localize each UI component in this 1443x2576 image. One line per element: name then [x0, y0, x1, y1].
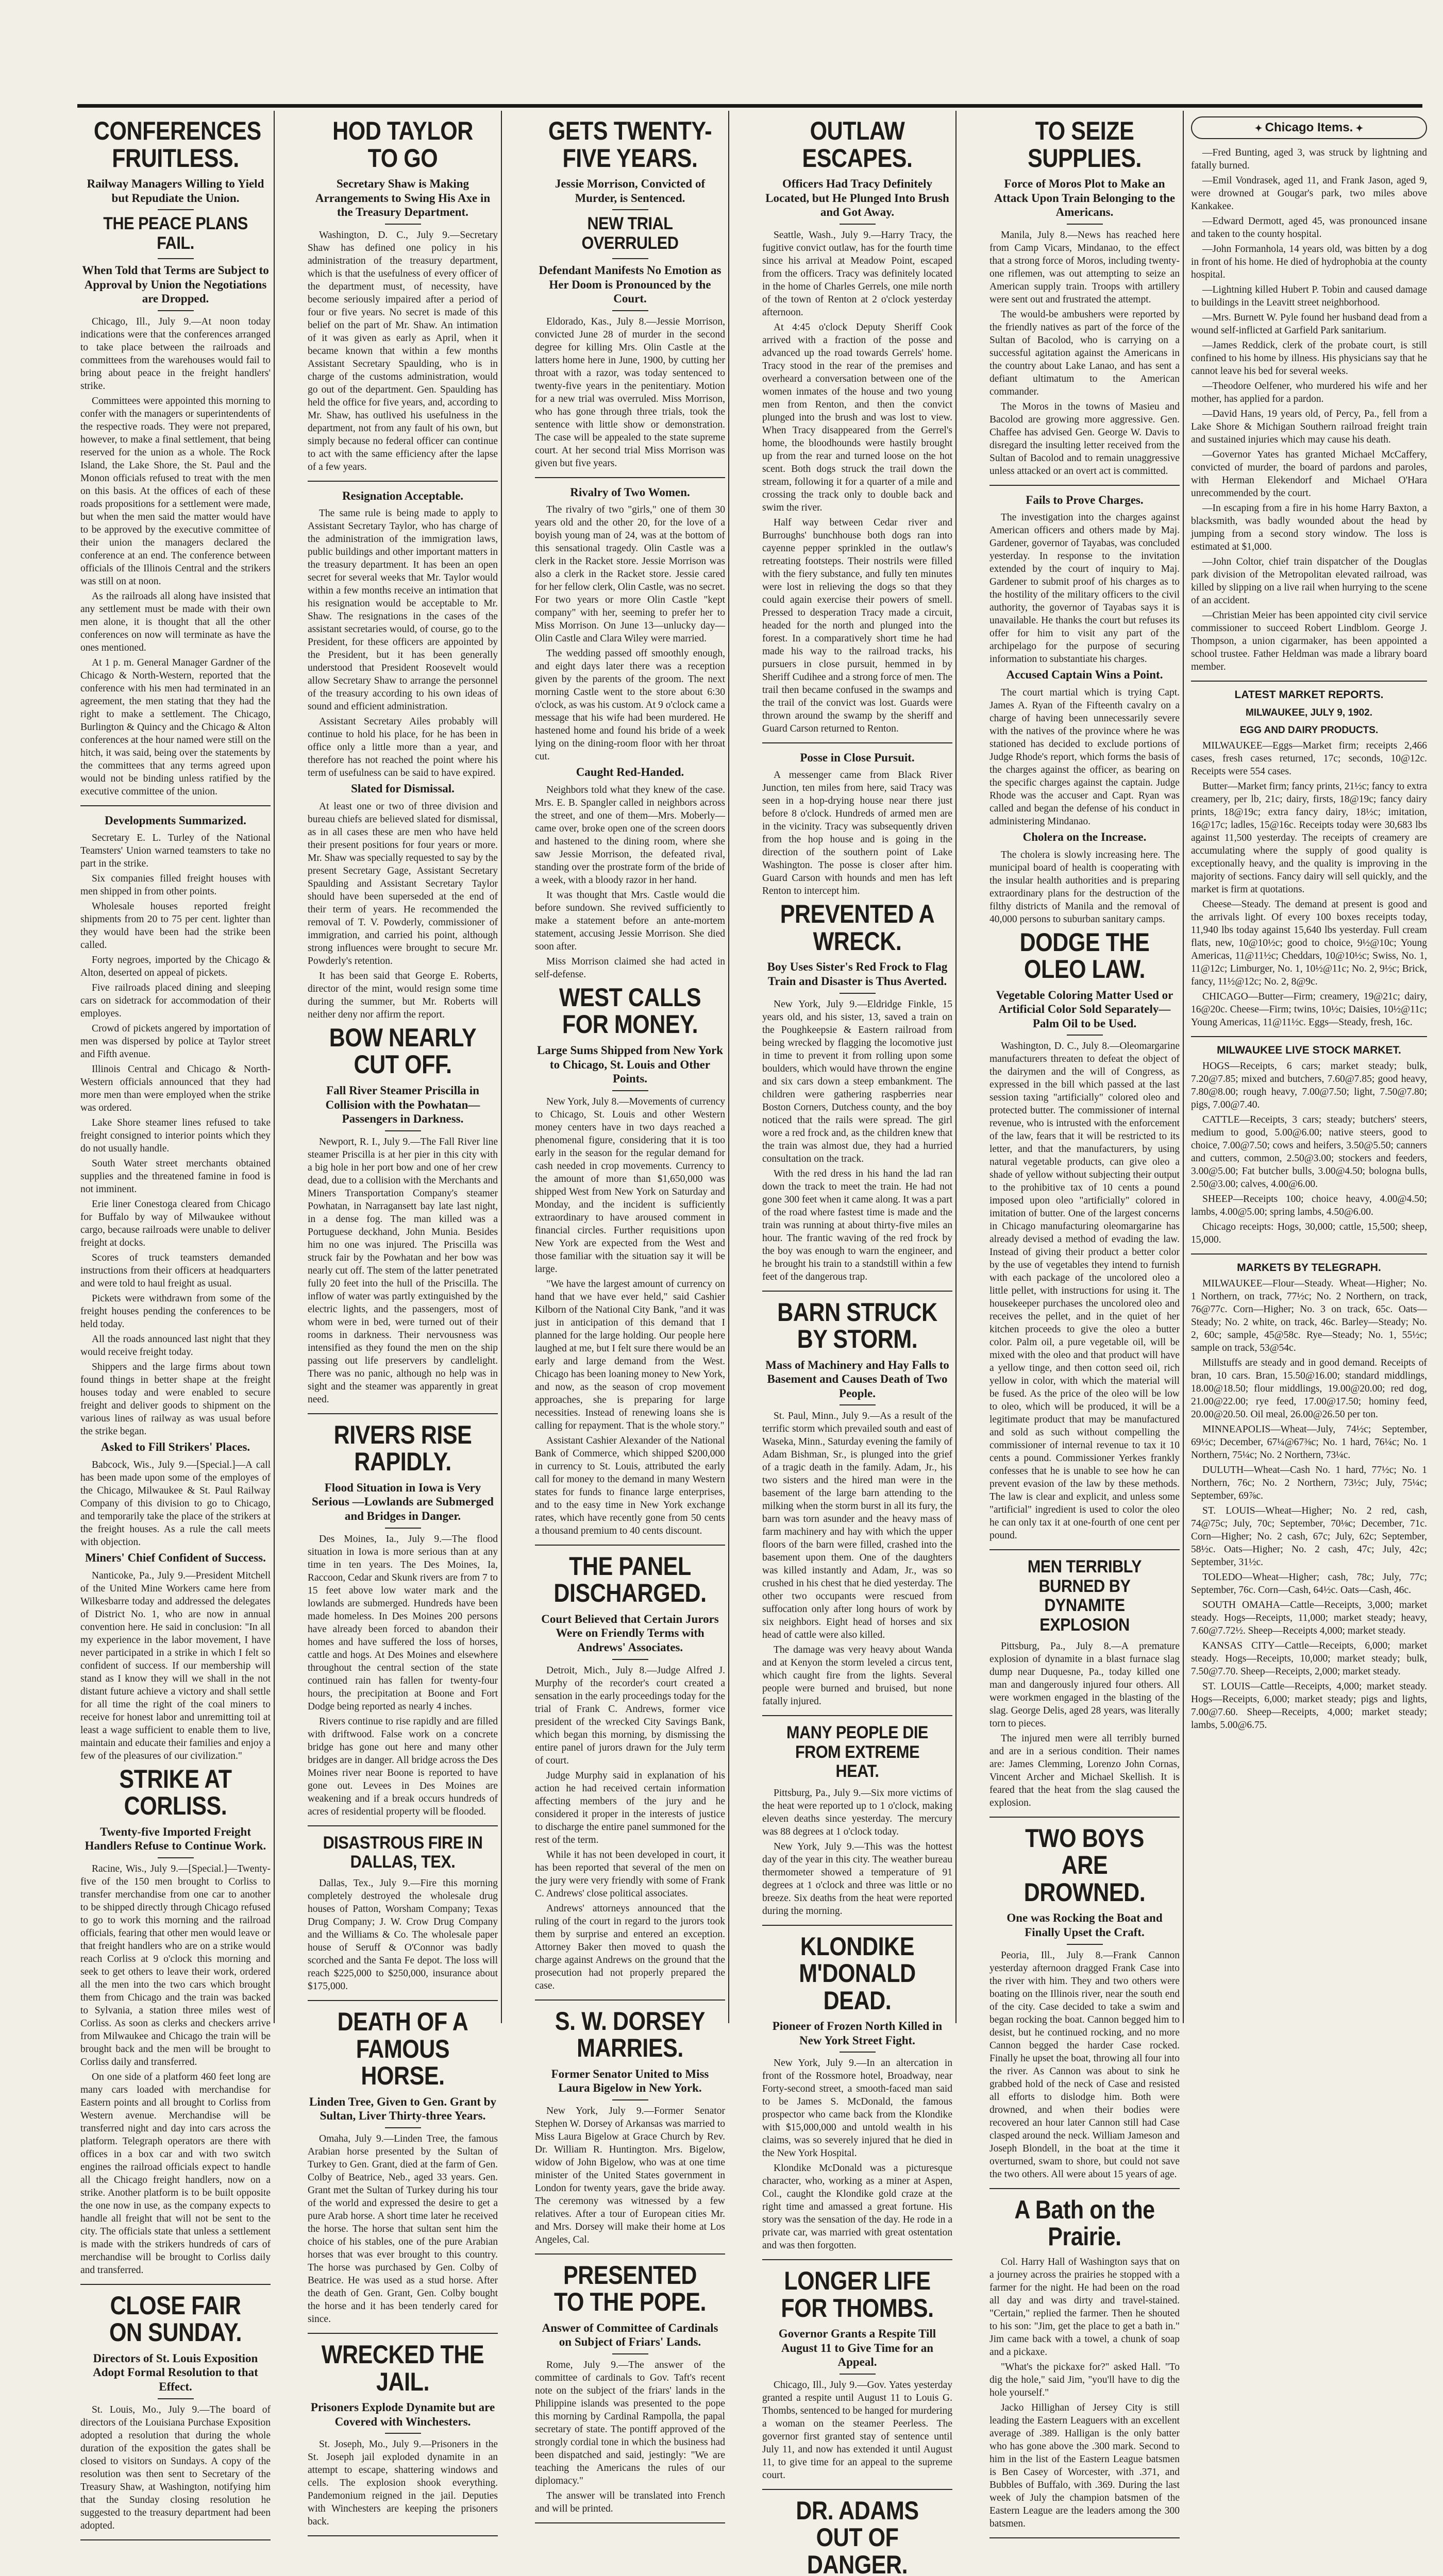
column-4 [759, 114, 955, 2576]
paragraph: Klondike McDonald was a picturesque character, who, working as a miner at Aspen, Col., caught the Klondike gold craze at the right time and amassed a great fortune. His story was the sensation of the day. He rode in a private car, was married with great ostentation and was then forgotten. [762, 2163, 952, 2251]
rule [308, 1825, 498, 1826]
article-headline: WEST CALLS FOR MONEY. [559, 982, 701, 1039]
rule [535, 2522, 725, 2523]
column-rule [274, 111, 275, 2023]
article-headline: BARN STRUCK BY STORM. [777, 1297, 937, 1354]
rule [308, 2333, 498, 2334]
rule [840, 2052, 876, 2053]
rule [535, 477, 725, 478]
article [762, 901, 952, 1291]
rule [1191, 1036, 1427, 1037]
article-deck: Railway Managers Willing to Yield but Repudiate the Union. [87, 177, 264, 205]
article-headline: PRESENTED TO THE POPE. [553, 2260, 707, 2317]
paragraph: Cheese—Steady. The demand at present is good and the arrivals light. Of every 100 boxes receipts today, 11,940 lbs today against 15,640 lbs yesterday. Full cream flats, new, 10@10½c; good to choice, 9½@10c; Young Americas, 11@11½c; Cheddars, 10@10½c; Swiss, No. 1, 11@12c; Limburger, No. 1, 10½@11c; No. 2, 9½c; Brick, fancy, 11½@12c; No. 2, 8@9c. [1191, 899, 1427, 987]
dairy-head: EGG AND DAIRY PRODUCTS. [1239, 725, 1379, 736]
paragraph: Rivers continue to rise rapidly and are filled with driftwood. False work on a concrete bridge has gone out here and many other bridges are in danger. All bridge across the Des Moines river near Boone is reported to have gone out. Levees in Des Moines are weakening and if a break occurs hundreds of acres of residential property will be flooded. [308, 1716, 498, 1817]
paragraph: Millstuffs are steady and in good demand. Receipts of bran, 10 cars. Bran, 15.50@16.00; standard middlings, 18.00@18.50; flour middlings, 19.00@20.00; red dog, 21.00@22.00; rye feed, 17.00@17.50; hominy feed, 20.00@20.50. Oil meal, 26.00@26.50 per ton. [1191, 1358, 1427, 1420]
paragraph: —Mrs. Burnett W. Pyle found her husband dead from a wound self-inflicted at Garfield Park sanitarium. [1191, 312, 1427, 336]
rule [1191, 681, 1427, 682]
livestock-head: MILWAUKEE LIVE STOCK MARKET. [1217, 1044, 1401, 1056]
column-rule [501, 111, 502, 2023]
article-deck: Prisoners Explode Dynamite but are Covered with Winchesters. [310, 2401, 495, 2428]
article-headline: CONFERENCES FRUITLESS. [93, 116, 261, 173]
article [989, 2196, 1180, 2538]
article-subhead: Defendant Manifests No Emotion as Her Doom is Pronounced by the Court. [539, 263, 722, 306]
paragraph: The answer will be translated into French and will be printed. [535, 2490, 725, 2514]
paragraph: Chicago receipts: Hogs, 30,000; cattle, 15,500; sheep, 15,000. [1191, 1222, 1427, 1245]
paragraph: —In escaping from a fire in his home Harry Baxton, a blacksmith, was badly wounded about the head by jumping from a second story window. The loss is estimated at $1,000. [1191, 503, 1427, 552]
paragraph: St. Paul, Minn., July 9.—As a result of the terrific storm which prevailed south and east of Waseka, Minn., Saturday evening the family of Adam Bishman, Sr., is plunged into the grief of a tragic death in the family. Adam, Jr., his two sisters and the hired man were in the basement of the large barn attending to the milking when the storm burst in all its fury, the barn was torn asunder and the heavy mass of farm machinery and hay with which the upper floors of the barn were filled, crashed into the basement upon them. One of the daughters was killed instantly and Adam, Jr., was so crushed in his chest that he died yesterday. The other two occupants were rescued from suffocation only after long hours of work by six neighbors. Eight head of horses and six head of cattle were also killed. [762, 1411, 952, 1641]
article-deck: Mass of Machinery and Hay Falls to Basement and Causes Death of Two People. [765, 1358, 949, 1400]
rule [840, 224, 876, 225]
paragraph: The court martial which is trying Capt. James A. Ryan of the Fifteenth cavalry on a charge of having been unnecessarily severe with the natives of the province where he was stationed has decided to exclude portions of Judge Rhode's report, which forms the basis of the charges against the officer, as bearing on the specific charges against the captain. Judge Rhode was the accuser and Capt. Ryan was called and began the defense of his conduct in administering Mindanao. [989, 687, 1180, 827]
article-headline: MEN TERRIBLY BURNED BY DYNAMITE EXPLOSION [1027, 1557, 1142, 1635]
rule [308, 2000, 498, 2001]
rule [762, 1291, 952, 1292]
paragraph: New York, July 9.—This was the hottest day of the year in this city. The weather bureau thermometer showed a temperature of 91 degrees at 1 o'clock and three was little or no breeze. Six deaths from the heat were reported during the morning. [762, 1841, 952, 1917]
paragraph: At least one or two of three division and bureau chiefs are believed slated for dismissal, as in all cases these are men who have held their present positions for four years or more. Mr. Shaw was specially requested to say by the present Secretary Gage, Assistant Secretary Spaulding and Assistant Secretary Taylor should have been superseded at the end of their term of years. He recommended the removal of T. V. Powderly, commissioner of immigration, and carried his point, although strong influences were brought to secure Mr. Powderly's retention. [308, 801, 498, 967]
paragraph: Rome, July 9.—The answer of the committee of cardinals to Gov. Taft's recent note on the subject of the friars' lands in the Philippine islands was presented to the pope this morning by Cardinal Rampolla, the papal secretary of state. The pontiff approved of the strongly cordial tone in which the business had been dispatched and said, jestingly: "We are teaching the Americans the rules of our diplomacy." [535, 2359, 725, 2486]
paragraph: New York, July 9.—Eldridge Finkle, 15 years old, and his sister, 13, saved a train on the Poughkeepsie & Eastern railroad from being wrecked by flagging the locomotive just in time to prevent it from rolling upon some boulders, which would have thrown the engine and six cars down a steep embankment. The children were gathering raspberries near Boston Corners, Dutchess county, and the boy noticed that the rails were spread. The girl wore a red frock and, as the children knew that the train was almost due, they had a hurried consultation on the track. [762, 998, 952, 1164]
article [80, 2292, 271, 2540]
article-deck: Pioneer of Frozen North Killed in New York Street Fight. [772, 2020, 943, 2047]
paragraph: Manila, July 8.—News has reached here from Camp Vicars, Mindanao, to the effect that a strong force of Moros, including twenty-one riflemen, was out attempting to seize an American supply train. Troops with artillery were sent out and frustrated the attempt. [989, 229, 1180, 305]
article [989, 1825, 1180, 2189]
article [308, 489, 498, 780]
paragraph: Forty negroes, imported by the Chicago & Alton, deserted on appeal of pickets. [80, 955, 271, 979]
column-6 [1188, 114, 1430, 2021]
paragraph: —Edward Dermott, aged 45, was pronounced insane and taken to the county hospital. [1191, 216, 1427, 240]
paragraph: Washington, D. C., July 9.—Secretary Shaw has defined one policy in his administration of the treasury department, which is that the usefulness of every officer of the department must, of necessity, have become seriously impaired after a period of four or five years. No secret is made of this belief on the part of Mr. Shaw. An intimation of it was given as early as April, when it became known that within a few months Assistant Secretary Spaulding, who is in charge of the customs administration, would go out of the department. Gen. Spaulding has held the office for five years, and, according to Mr. Shaw, has outlived his usefulness in the department, not from any fault of his own, but simply because no federal officer can continue to act with the same efficiency after the lapse of a few years. [308, 229, 498, 472]
article [80, 117, 271, 806]
paragraph: Wholesale houses reported freight shipments from 20 to 75 per cent. lighter than they would have been had the strike been called. [80, 901, 271, 951]
rule [762, 2259, 952, 2260]
article-deck: Boy Uses Sister's Red Frock to Flag Train and Disaster is Thus Averted. [767, 960, 948, 988]
article [989, 668, 1180, 828]
section-subhead: Asked to Fill Strikers' Places. [100, 1440, 250, 1454]
rule [762, 1715, 952, 1716]
paragraph: The damage was very heavy about Wanda and at Kenyon the storm leveled a circus tent, which caught fire from the lights. Several people were burned and bruised, but none fatally injured. [762, 1645, 952, 1707]
paragraph: Chicago, Ill., July 9.—Gov. Yates yesterday granted a respite until August 11 to Louis G. Thombs, sentenced to be hanged for murdering a woman on the steamer Peerless. The governor first granted stay of sentence until July 11, and now has extended it until August 11, to give time for an appeal to the supreme court. [762, 2379, 952, 2481]
paragraph: —David Hans, 19 years old, of Percy, Pa., fell from a Lake Shore & Michigan Southern railroad freight train and sustained injuries which may cause his death. [1191, 409, 1427, 445]
article-deck: Force of Moros Plot to Make an Attack Upon Train Belonging to the Americans. [994, 177, 1176, 219]
rule [840, 1404, 876, 1405]
paragraph: The would-be ambushers were reported by the friendly natives as part of the force of the Sultan of Bacolod, who is carrying on a successful agitation against the Americans in the country about Lake Lanao, and has sent a defiant ultimatum to the American commander. [989, 309, 1180, 397]
paragraph: Racine, Wis., July 9.—[Special.]—Twenty-five of the 150 men brought to Corliss to transfer merchandise from one car to another to be shipped directly through Chicago refused to go to work this morning and the railroad officials, fearing that other men would leave or that freight handlers who are on a strike would reach Corliss at 9 o'clock this morning and seek to get others to leave their work, ordered all the men into the two cars which brought them from Chicago and the train was backed to Sylvania, a station three miles west of Corliss. As soon as clerks and checkers arrive from Milwaukee and Chicago the train will be brought back and the men will be brought to Corliss daily and transferred. [80, 1863, 271, 2067]
livestock-list [1191, 1060, 1427, 1246]
telegraph-list [1191, 1277, 1427, 1732]
paragraph: It has been said that George E. Roberts, director of the mint, would resign some time during the summer, but Mr. Roberts will neither deny nor affirm the report. [308, 970, 498, 1020]
paragraph: —Christian Meier has been appointed city civil service commissioner to succeed Robert Lindblom. George J. Thompson, a union cigarmaker, has been appointed a school trustee. Father Heldman was made a library board member. [1191, 610, 1427, 672]
rule [385, 2433, 421, 2434]
paragraph: New York, July 9.—Former Senator Stephen W. Dorsey of Arkansas was married to Miss Laura Bigelow at Grace Church by Rev. Dr. William R. Huntington. Mrs. Bigelow, widow of John Bigelow, who was at one time minister of the United States government in London for twenty years, gave the bride away. The ceremony was witnessed by a few relatives. After a tour of European cities Mr. and Mrs. Dorsey will make their home at Los Angeles, Cal. [535, 2105, 725, 2245]
article-deck: Officers Had Tracy Definitely Located, but He Plunged Into Brush and Got Away. [765, 177, 949, 219]
article [535, 984, 725, 1546]
rule [158, 1857, 194, 1858]
rule [612, 2353, 648, 2354]
article [535, 485, 725, 764]
article-headline: CLOSE FAIR ON SUNDAY. [109, 2291, 242, 2347]
article [762, 751, 952, 898]
article-headline: A Bath on the Prairie. [1014, 2195, 1155, 2251]
paragraph: "What's the pickaxe for?" asked Hall. "To dig the hole," said Jim, "you'll have to dig the hole yourself." [989, 2361, 1180, 2398]
paragraph: Dallas, Tex., July 9.—Fire this morning completely destroyed the wholesale drug houses of Patton, Worsham Company; Texas Drug Company; J. W. Crow Drug Company and the Williams & Co. The wholesale paper house of Seruff & O'Connor was badly scorched and the Santa Fe depot. The loss will reach $225,000 to $250,000, insurance about $175,000. [308, 1878, 498, 1992]
paragraph: The investigation into the charges against American officers and others made by Maj. Gardener, governor of Tayabas, was concluded yesterday. In response to the invitation extended by the court of inquiry to Maj. Gardener to submit proof of his charges as to the hostility of the military officers to the civil authority, the governor of Tayabas says it is unavailable. He thanks the court but refuses its offer for him to visit any part of the archipelago for the purpose of securing information to substantiate his charges. [989, 512, 1180, 665]
paragraph: MILWAUKEE—Flour—Steady. Wheat—Higher; No. 1 Northern, on track, 77½c; No. 2 Northern, on track, 76@77c. Corn—Higher; No. 3 on track, 65c. Oats—Steady; No. 2 white, on track, 46c. Barley—Steady; No. 2, 60c; sample, 45@58c. Rye—Steady; No. 1, 55½c; sample on track, 53@54c. [1191, 1278, 1427, 1353]
paragraph: The injured men were all terribly burned and are in a serious condition. Their names are: James Clemming, Lorenzo John Cornas, Vincent Archer and Michael Skellish. It is feared that the heat from the slag caused the explosion. [989, 1733, 1180, 1808]
article-deck: One was Rocking the Boat and Finally Upset the Craft. [1006, 1911, 1163, 1939]
article-subhead: When Told that Terms are Subject to Approval by Union the Negotiations are Dropped. [82, 263, 269, 306]
paragraph: St. Louis, Mo., July 9.—The board of directors of the Louisiana Purchase Exposition adopted a resolution that during the whole duration of the exposition the gates shall be closed to visitors on Sundays. A copy of the resolution was then sent to Secretary of the Treasury Shaw, at Washington, notifying him that the Sunday closing resolution he suggested to the treasury department had been adopted. [80, 2404, 271, 2531]
paragraph: ST. LOUIS—Cattle—Receipts, 4,000; market steady. Hogs—Receipts, 6,000; market steady; pigs and lights, 7.00@7.60. Sheep—Receipts, 4,000; market steady; lambs, 5.00@6.75. [1191, 1681, 1427, 1731]
rule [989, 2188, 1180, 2189]
paragraph: All the roads announced last night that they would receive freight today. [80, 1334, 271, 1358]
paragraph: The rivalry of two "girls," one of them 30 years old and the other 20, for the love of a boyish young man of 24, was at the bottom of this sensational tragedy. Olin Castle was a clerk in the Racket store. Jessie Morrison was also a clerk in the Racket store. Jessie cared for her fellow clerk, Olin Castle, was no secret. For two years or more Olin Castle "kept company" with her, seeming to prefer her to Miss Morrison. On June 13—unlucky day—Olin Castle and Clara Wiley were married. [535, 504, 725, 645]
paragraph: Pittsburg, Pa., July 9.—Six more victims of the heat were reported up to 1 o'clock, making eleven deaths since yesterday. The mercury was 88 degrees at 1 o'clock today. [762, 1787, 952, 1837]
article-headline: RIVERS RISE RAPIDLY. [333, 1420, 472, 1477]
rule [158, 209, 194, 210]
article-deck: Twenty-five Imported Freight Handlers Refuse to Continue Work. [85, 1825, 266, 1853]
section-subhead: Rivalry of Two Women. [570, 485, 690, 499]
paragraph: Nanticoke, Pa., July 9.—President Mitchell of the United Mine Workers came here from Wilkesbarre today and addressed the delegates of District No. 1, who are now in annual convention here. He said in conclusion: "In all my experience in the labor movement, I have never participated in a strike in which I felt so confident of success. If our membership will stand as I know they will we shall in the not distant future achieve a victory and shall settle for all time the right of the coal miners to receive for honest labor and unremitting toil at least a wage sufficient to enable them to live, maintain and educate their families and enjoy a few of the pleasures of our civilization." [80, 1570, 271, 1761]
article-deck: Linden Tree, Given to Gen. Grant by Sultan, Liver Thirty-three Years. [309, 2095, 496, 2123]
paragraph: Lake Shore steamer lines refused to take freight consigned to interior points which they do not usually handle. [80, 1117, 271, 1155]
paragraph: Miss Morrison claimed she had acted in self-defense. [535, 956, 725, 980]
article [762, 117, 952, 743]
section-subhead: Fails to Prove Charges. [1026, 493, 1144, 506]
article-headline: KLONDIKE M'DONALD DEAD. [799, 1931, 916, 2015]
rule [535, 1999, 725, 2001]
paragraph: New York, July 8.—Movements of currency to Chicago, St. Louis and other Western money centers have in two days reached a phenomenal figure, considering that it is too early in the season for the regular demand for cash needed in crop movements. Currency to the amount of more than $1,650,000 was shipped West from New York on Saturday and Monday, and the incident is sufficiently extraordinary to have aroused comment in financial circles. Further requisitions upon New York are expected from the West and those familiar with the situation say it will be large. [535, 1096, 725, 1275]
paragraph: St. Joseph, Mo., July 9.—Prisoners in the St. Joseph jail exploded dynamite in an attempt to escape, shattering windows and cells. The explosion shook everything. Pandemonium reigned in the jail. Deputies with Winchesters are keeping the prisoners back. [308, 2439, 498, 2528]
article-deck: Vegetable Coloring Matter Used or Artificial Color Sold Separately—Palm Oil to be Used. [996, 988, 1173, 1030]
article [308, 1024, 498, 1414]
paragraph: —Lightning killed Hubert P. Tobin and caused damage to buildings in the Leavitt street neighborhood. [1191, 284, 1427, 308]
column-rule [955, 111, 957, 2023]
section-subhead: Miners' Chief Confident of Success. [85, 1551, 266, 1564]
paragraph: —Theodore Oelfener, who murdered his wife and her mother, has applied for a pardon. [1191, 381, 1427, 404]
section-subhead: Resignation Acceptable. [342, 489, 464, 502]
paragraph: DULUTH—Wheat—Cash No. 1 hard, 77½c; No. 1 Northern, 76c; No. 2 Northern, 73½c; July, 75¼c; September, 69⅞c. [1191, 1465, 1427, 1501]
rule [989, 485, 1180, 486]
article [989, 493, 1180, 666]
paragraph: Eldorado, Kas., July 8.—Jessie Morrison, convicted June 28 of murder in the second degree for killing Mrs. Olin Castle at the latters home here in June, 1900, by cutting her throat with a razor, was today sentenced to twenty-five years in the penitentiary. Motion for a new trial was overruled. Miss Morrison, who has gone through three trials, took the sentence with little show or demonstration. The case will be appealed to the state supreme court. At her second trial Miss Morrison was given but five years. [535, 316, 725, 469]
paragraph: Jacko Hillighan of Jersey City is still leading the Eastern Leaguers with an excellent average of .389. Halligan is the only batter who has gone above the .300 mark. Second to him in the list of the Eastern League batsmen is Ben Casey of Worcester, with .371, and Bubbles of Buffalo, with .369. During the last week of July the champion batsmen of the Eastern League are the leaders among the 300 batsmen. [989, 2402, 1180, 2529]
article-headline: STRIKE AT CORLISS. [119, 1764, 232, 1821]
paragraph: Pittsburg, Pa., July 8.—A premature explosion of dynamite in a blast furnace slag dump near Duquesne, Pa., today killed one man and dangerously injured four others. All were workmen engaged in the blasting of the slag. George Delis, aged 28 years, was literally torn to pieces. [989, 1640, 1180, 1729]
rule [612, 1659, 648, 1660]
article-deck: Flood Situation in Iowa is Very Serious —Lowlands are Submerged and Bridges in Danger. [312, 1481, 494, 1522]
paragraph: Assistant Secretary Ailes probably will continue to hold his place, for he has been in office only a little more than a year, and therefore has not reached the point where his term of usefulness can be said to have expired. [308, 716, 498, 779]
rule [762, 742, 952, 743]
article [762, 1299, 952, 1717]
paragraph: The Moros in the towns of Masieu and Bacolod are growing more aggressive. Gen. Chaffee has advised Gen. George W. Davis to disregard the insulting letter received from the Sultan of Bacolod and to remain unaggressive unless attacked or an overt act is committed. [989, 401, 1180, 477]
rule [158, 258, 194, 259]
article-headline: WRECKED THE JAIL. [321, 2340, 484, 2396]
paragraph: The cholera is slowly increasing here. The municipal board of health is cooperating with the insular health authorities and is preparing extraordinary plans for the destruction of the filthy districts of Manila and the removal of 40,000 persons to suburban sanitary camps. [989, 849, 1180, 925]
column-2 [305, 114, 501, 2528]
star-icon: ✦ [1254, 123, 1265, 133]
paragraph: Illinois Central and Chicago & North-Western officials announced that they had more men than were employed when the strike was ordered. [80, 1064, 271, 1114]
article-headline: DR. ADAMS OUT OF DANGER. [796, 2496, 919, 2576]
rule [989, 2537, 1180, 2538]
paragraph: —James Reddick, clerk of the probate court, is still confined to his home by illness. His physicians say that he cannot leave his bed for several weeks. [1191, 340, 1427, 377]
paragraph: While it has not been developed in court, it has been reported that several of the men on the jury were very friendly with some of Frank C. Andrews' close political associates. [535, 1849, 725, 1899]
section-subhead: Accused Captain Wins a Point. [1006, 668, 1163, 682]
article [762, 1723, 952, 1925]
paragraph: Pickets were withdrawn from some of the freight houses pending the conferences to be held today. [80, 1293, 271, 1330]
paragraph: A messenger came from Black River Junction, ten miles from here, said Tracy was seen in a hop-drying house near there just before 8 o'clock. Hundreds of armed men are in the vicinity. Tracy was subsequently driven from the hop house and is going in the direction of the southern point of Lake Washington. The posse is closer after him. Guard Carson with hounds and men has left Renton to intercept him. [762, 770, 952, 897]
paragraph: Peoria, Ill., July 8.—Frank Cannon yesterday afternoon dragged Frank Case into the river with him. They and two others were boating on the Illinois river, near the south end of the city. Case decided to take a swim and began rocking the boat. Cannon begged him to desist, but he continued rocking, and no more Cannon begged the harder Case rocked. Finally he upset the boat, throwing all four into the river. As Cannon was about to sink he grabbed hold of the neck of Case and resisted all efforts to dislodge him. Both were drowned, and when their bodies were recovered an hour later Cannon still had Case clasped around the neck. William Jameson and Joseph Blondell, in the boat at the time it overturned, swam to shore, but could not save the two others. All were about 15 years of age. [989, 1950, 1180, 2180]
rule [612, 2099, 648, 2100]
article [80, 1440, 271, 1549]
paragraph: Erie liner Conestoga cleared from Chicago for Buffalo by way of Milwaukee without cargo, because railroads were unable to deliver freight at docks. [80, 1199, 271, 1249]
rule [308, 1413, 498, 1414]
rule [840, 2374, 876, 2375]
article-deck: Fall River Steamer Priscilla in Collision with the Powhatan—Passengers in Darkness. [325, 1083, 480, 1126]
rule [612, 258, 648, 259]
article-subhead: THE PEACE PLANS FAIL. [103, 214, 248, 253]
rule [989, 1549, 1180, 1550]
article [535, 117, 725, 478]
paragraph: On one side of a platform 460 feet long are many cars loaded with merchandise for Eastern points and all brought to Corliss from Western avenue. Merchandise will be transferred night and day into cars across the platform. Telegraph operators are there with offices in a box car and with two switch engines the railroad officials expect to handle all the Chicago freight handlers, now on a strike. Another platform is to be built opposite the one now in use, as the company expects to handle all freight that will not be sent to the city. The officials state that unless a settlement is made with the strikers hundreds of cars of merchandise will be brought to Corliss daily and transferred. [80, 2071, 271, 2276]
paragraph: Andrews' attorneys announced that the ruling of the court in regard to the jurors took them by surprise and entered an exception. Attorney Baker then moved to quash the charge against Andrews on the ground that the prosecution had not properly prepared the case. [535, 1903, 725, 1991]
paragraph: Crowd of pickets angered by importation of men was dispersed by police at Taylor street and Fifth avenue. [80, 1023, 271, 1060]
article [80, 814, 271, 1438]
article [535, 2008, 725, 2255]
paragraph: —John Coltor, chief train dispatcher of the Douglas park division of the Metropolitan elevated railroad, was killed by slipping on a live rail when hurrying to the scene of an accident. [1191, 556, 1427, 606]
paragraph: KANSAS CITY—Cattle—Receipts, 6,000; market steady. Hogs—Receipts, 10,000; market steady; bulk, 7.50@7.70. Sheep—Receipts, 2,000; market steady. [1191, 1640, 1427, 1677]
paragraph: Col. Harry Hall of Washington says that on a journey across the prairies he stopped with a farmer for the night. He had been on the road all day and was dirty and travel-stained. "Certain," replied the farmer. Then he shouted to his son: "Jim, get the place to get a bath in." Jim came back with a towel, a chunk of soap and a pickaxe. [989, 2256, 1180, 2358]
paragraph: Secretary E. L. Turley of the National Teamsters' Union warned teamsters to take no part in the strike. [80, 833, 271, 870]
article [989, 830, 1180, 926]
article [80, 1766, 271, 2285]
article-deck: Secretary Shaw is Making Arrangements to Swing His Axe in the Treasury Department. [315, 177, 491, 219]
rule [385, 224, 421, 225]
paragraph: It was thought that Mrs. Castle would die before sundown. She revived sufficiently to make a statement before an ante-mortem statement, accusing Jessie Morrison. She died soon after. [535, 889, 725, 952]
paragraph: South Water street merchants obtained supplies and the threatened famine in food is not imminent. [80, 1158, 271, 1195]
article-deck: Court Believed that Certain Jurors Were on Friendly Terms with Andrews' Associates. [541, 1612, 719, 1654]
article-headline: PREVENTED A WRECK. [780, 900, 935, 956]
rule [1191, 1253, 1427, 1255]
article-headline: GETS TWENTY-FIVE YEARS. [548, 116, 712, 173]
paragraph: New York, July 9.—In an altercation in front of the Rossmore hotel, Broadway, near Forty-second street, a smooth-faced man said to be James S. McDonald, the famous prospector who came back from the Klondike with $15,000,000 and untold wealth in his claims, was so severely injured that he died in the New York Hospital. [762, 2058, 952, 2159]
article-headline: DODGE THE OLEO LAW. [1019, 927, 1150, 984]
rule [1067, 224, 1103, 225]
article-deck: Answer of Committee of Cardinals on Subject of Friars' Lands. [542, 2321, 718, 2349]
chicago-items-list [1191, 146, 1427, 673]
article [308, 117, 498, 482]
star-icon: ✦ [1353, 123, 1364, 133]
article [989, 117, 1180, 486]
article-headline: TWO BOYS ARE DROWNED. [1023, 1823, 1146, 1907]
paragraph: Half way between Cedar river and Burroughs' bunchhouse both dogs ran into cayenne pepper sprinkled in the outlaw's retreating footsteps. Their nostrils were filled with the fiery substance, and fully ten minutes were lost in relieving the dogs so that they could again exercise their powers of smell. Pressed to desperation Tracy made a circuit, headed for the north and plunged into the forest. In a comparatively short time he had made his way to the railroad tracks, his pursuers in close pursuit, hemmed in by Sheriff Cudihee and a strong force of men. The trail then became confused in the swamps and the trail of the convict was lost. Guards were thrown around the swamp by the sheriff and Guard Carson returned to Renton. [762, 517, 952, 734]
article [762, 1933, 952, 2261]
rule [535, 1545, 725, 1546]
article-headline: MANY PEOPLE DIE FROM EXTREME HEAT. [786, 1723, 928, 1782]
paragraph: Babcock, Wis., July 9.—[Special.]—A call has been made upon some of the employes of the Chicago, Milwaukee & St. Paul Railway Company of this division to go to Chicago, and temporarily take the place of the strikers at the freight houses. As a rule the call meets with objection. [80, 1459, 271, 1548]
article [308, 782, 498, 1021]
telegraph-head: MARKETS BY TELEGRAPH. [1237, 1262, 1381, 1274]
paragraph: ST. LOUIS—Wheat—Higher; No. 2 red, cash, 74@75c; July, 70c; September, 70⅛c; December, 71c. Corn—Higher; No. 2 cash, 67c; July, 62c; September, 58½c. Oats—Higher; No. 2 cash, 47c; July, 42c; September, 31½c. [1191, 1505, 1427, 1568]
rule [612, 310, 648, 311]
rule [158, 2398, 194, 2399]
paragraph: CHICAGO—Butter—Firm; creamery, 19@21c; dairy, 16@20c. Cheese—Firm; twins, 10½c; Daisies, 10½@11c; Young Americas, 11@11½c. Eggs—Steady, fresh, 16c. [1191, 991, 1427, 1028]
paragraph: Six companies filled freight houses with men shipped in from other points. [80, 873, 271, 897]
paragraph: Des Moines, Ia., July 9.—The flood situation in Iowa is more serious than at any time in ten years. The Des Moines, Ia, Raccoon, Cedar and Skunk rivers are from 7 to 15 feet above low water mark and the lowlands are submerged. Hundreds have been made homeless. In Des Moines 200 persons have already been forced to abandon their homes and have suffered the loss of horses, cattle and hogs. At Des Moines and elsewhere throughout the central section of the state continued rain has fallen for twenty-four hours, the precipitation at Boone and Fort Dodge being reported as nearly 4 inches. [308, 1533, 498, 1712]
paragraph: Chicago, Ill., July 9.—At noon today indications were that the conferences arranged to take place between the railroads and committees from the warehouses would fail to bring about peace in the freight handlers' strike. [80, 316, 271, 392]
rule [612, 209, 648, 210]
paragraph: Butter—Market firm; fancy prints, 21½c; fancy to extra creamery, per lb, 21c; dairy, firsts, 18@19c; fancy dairy prints, 18@19c; extra fancy dairy, 18½c; imitation, 16@17c; ladles, 15@16c. Receipts today were 30,683 lbs against 11,500 yesterday. The receipts of creamery are accumulating where the supply of good quality is exceptionally heavy, and the quality is improving in the majority of sections. Fancy dairy will sell quickly, and the market is firm at quotations. [1191, 781, 1427, 895]
paragraph: The same rule is being made to apply to Assistant Secretary Taylor, who has charge of the administration of the immigration laws, public buildings and other important matters in the treasury department. It has been an open secret for several weeks that Mr. Taylor would within a few months receive an intimation that his resignation would be acceptable to Mr. Shaw. The resignations in the cases of the assistant secretaries would, of course, go to the President, for these officers are appointed by the President, but it has been generally understood that President Roosevelt would allow Secretary Shaw to arrange the personnel of the treasury according to his own ideas of sound and efficient administration. [308, 508, 498, 713]
paragraph: Five railroads placed dining and sleeping cars on sidetrack for accommodation of their employes. [80, 982, 271, 1020]
rule [762, 2489, 952, 2490]
paragraph: Shippers and the large firms about town found things in better shape at the freight houses today and were enabled to secure freight and deliver goods to shipment on the various lines of railway as was usual before the strike began. [80, 1362, 271, 1437]
rule [1067, 1944, 1103, 1945]
article-headline: BOW NEARLY CUT OFF. [329, 1023, 477, 1079]
rule [840, 993, 876, 994]
chicago-items-box [1191, 116, 1427, 139]
rule [989, 1817, 1180, 1818]
rule [385, 1130, 421, 1131]
column-5 [986, 114, 1183, 2529]
paragraph: Committees were appointed this morning to confer with the managers or superintendents of the respective roads. They were not prepared, however, to make a final settlement, that being reserved for the union as a whole. The Rock Island, the Lake Shore, the St. Paul and the Monon officials refused to treat with the men on this basis. At the offices of each of these roads propositions for a settlement were made, but when the men said the matter would have to be approved by the executive committee of their union the managers declared the conference at an end. The conference between officials of the Illinois Central and the strikers was still on at noon. [80, 395, 271, 587]
article-headline: DEATH OF A FAMOUS HORSE. [337, 2007, 468, 2091]
article-deck: Former Senator United to Miss Laura Bigelow in New York. [551, 2067, 709, 2095]
section-subhead: Cholera on the Increase. [1022, 830, 1147, 843]
article-deck: Governor Grants a Respite Till August 11 to Give Time for an Appeal. [778, 2327, 936, 2369]
article-deck: Directors of St. Louis Exposition Adopt Formal Resolution to that Effect. [93, 2351, 258, 2393]
paragraph: —Emil Vondrasek, aged 11, and Frank Jason, aged 9, were drowned at Gougar's park, two miles above Kankakee. [1191, 175, 1427, 212]
column-3 [532, 114, 728, 2514]
rule [80, 805, 271, 806]
paragraph: Seattle, Wash., July 9.—Harry Tracy, the fugitive convict outlaw, has for the fourth time since his arrival at Meadow Point, escaped from the officers. Tracy was definitely located in the home of Charles Gerrels, one mile north of the town of Renton at 2 o'clock yesterday afternoon. [762, 229, 952, 318]
article-headline: THE PANEL DISCHARGED. [553, 1551, 707, 1608]
rule [612, 1090, 648, 1091]
article-headline: OUTLAW ESCAPES. [802, 116, 913, 173]
article-headline: LONGER LIFE FOR THOMBS. [781, 2266, 934, 2323]
market-list [1191, 739, 1427, 1029]
rule [80, 2539, 271, 2540]
article [308, 1834, 498, 2002]
market-date: MILWAUKEE, JULY 9, 1902. [1245, 707, 1373, 718]
section-subhead: Caught Red-Handed. [576, 766, 684, 779]
paragraph: At 1 p. m. General Manager Gardner of the Chicago & North-Western, reported that the conference with his men had terminated in an agreement, the men stating that they had the right to make a settlement. The Chicago, Burlington & Quincy and the Chicago & Alton conferences at the hour named were still on the hitch, it was said, being over the statements by the committees that any terms agreed upon would not be binding unless ratified by the executive committee of the union. [80, 657, 271, 797]
article [762, 2497, 952, 2576]
article [989, 929, 1180, 1551]
chicago-items-title: Chicago Items. [1265, 121, 1353, 134]
article [535, 765, 725, 981]
paragraph: Neighbors told what they knew of the case. Mrs. E. B. Spangler called in neighbors across the street, and one of them—Mrs. Moberly—came over, broke open one of the screen doors and hastened to the dining room, where she saw Jessie Morrison, the defeated rival, standing over the prostrate form of the bride of a week, with a bloody razor in her hand. [535, 784, 725, 886]
section-subhead: Slated for Dismissal. [351, 782, 455, 795]
article [762, 2267, 952, 2490]
paragraph: Omaha, July 9.—Linden Tree, the famous Arabian horse presented by the Sultan of Turkey to Gen. Grant, died at the farm of Gen. Colby of Beatrice, Neb., aged 33 years. Gen. Grant met the Sultan of Turkey during his tour of the world and expressed the desire to get a pure Arab horse. A short time later he received the horse. The horse that sultan sent him the choice of his stables, one of the pure Arabian horses that was ever brought to this country. The horse was purchased by Gen. Colby of Beatrice. He was used as a stud horse. After the death of Gen. Grant, Gen. Colby bought the horse and it has been tenderly cared for since. [308, 2133, 498, 2325]
paragraph: Scores of truck teamsters demanded instructions from their officers at headquarters and were told to haul freight as usual. [80, 1252, 271, 1290]
paragraph: Detroit, Mich., July 8.—Judge Alfred J. Murphy of the recorder's court created a sensation in the early proceedings today for the trial of Frank C. Andrews, former vice president of the wrecked City Savings Bank, which began this morning, by dismissing the entire panel of jurors drawn for the July term of court. [535, 1665, 725, 1766]
paragraph: With the red dress in his hand the lad ran down the track to meet the train. He had not gone 300 feet when it came along. It was a part of the road where fastest time is made and the train was running at about thirty-five miles an hour. The frantic waving of the red frock by the boy was enough to warn the engineer, and he brought his train to a standstill within a few feet of the dangerous trap. [762, 1168, 952, 1282]
article-headline: DISASTROUS FIRE IN DALLAS, TEX. [323, 1833, 483, 1872]
paragraph: Newport, R. I., July 9.—The Fall River line steamer Priscilla is at her pier in this city with a big hole in her port bow and one of her crew dead, due to a collision with the Merchants and Miners Transportation Company's steamer Powhatan, in Narragansett bay late last night, in a dense fog. The man killed was a Portuguese deckhand, John Munia. Besides him no one was injured. The Priscilla was struck fair by the Powhatan and her bow was nearly cut off. The stem of the latter penetrated fully 20 feet into the hull of the Priscilla. The inflow of water was partly extinguished by the electric lights, and the passengers, most of whom were in bed, were turned out of their rooms in darkness. Their nervousness was intensified as they found the men on the ship passing out life preservers by candlelight. There was no panic, although no help was in sight and the steamer was apparently in great need. [308, 1136, 498, 1405]
paragraph: —Fred Bunting, aged 3, was struck by lightning and fatally burned. [1191, 147, 1427, 171]
rule [762, 1925, 952, 1926]
rule [385, 2127, 421, 2128]
paragraph: CATTLE—Receipts, 3 cars; steady; butchers' steers, medium to good, 5.00@6.00; native steers, good to choice, 7.00@7.50; cows and heifers, 3.50@5.50; canners and cutters, common, 2.50@3.00; stockers and feeders, 3.00@5.00; Fat butcher bulls, 3.00@4.50; bologna bulls, 2.50@3.00; calves, 4.00@6.00. [1191, 1114, 1427, 1190]
paragraph: TOLEDO—Wheat—Higher; cash, 78c; July, 77c; September, 76c. Corn—Cash, 64½c. Oats—Cash, 46c. [1191, 1572, 1427, 1596]
paragraph: The wedding passed off smoothly enough, and eight days later there was a reception given by the parents of the groom. The next morning Castle went to the store about 6:30 o'clock, as was his custom. At 9 o'clock came a message that his wife had been murdered. He hastened home and found his bride of a week lying on the dining-room floor with her throat cut. [535, 648, 725, 762]
paragraph: Washington, D. C., July 8.—Oleomargarine manufacturers threaten to defeat the object of the dairymen and the will of Congress, as expressed in the bill which passed at the last session taxing "artificially" colored oleo and protected butter. The commissioner of internal revenue, who is intrusted with the enforcement of the law, fears that it will be restricted to its letter, and that the manufacturers, by using natural vegetable products, can give oleo a shade of yellow without subjecting their output to the prohibitive tax of 10 cents a pound imposed upon oleo "artificially" colored in imitation of butter. One of the largest concerns in Chicago manufacturing oleomargarine has already devised a method of evading the law. Instead of giving their product a better color by the use of vegetables they intend to furnish with each package of the uncolored oleo a little pellet, with instructions for using it. The housekeeper purchases the uncolored oleo and receives the pellet, and in the quiet of her kitchen proceeds to give the oleo a butter color. Palm oil, a pure vegetable oil, will be mixed with the oleo and that product will have a yellow tinge, and then cotton seed oil, rich yellow in color, with which the material will be fused. As the price of the oleo will be low to oleo, which will be produced, it will be a legitimate product that may be manufactured and sold as such without compelling the commissioner of internal revenue to tax it 10 cents a pound. Commissioner Yerkes frankly confesses that he is unable to see how he can prevent evasion of the law by these methods. The law is clear and explicit, and unless some "artificial" ingredient is used to color the oleo he can only tax it at one-fourth of one cent per pound. [989, 1041, 1180, 1541]
paragraph: Judge Murphy said in explanation of his action he had received certain information affecting members of the jury and he considered it proper in the interests of justice to discharge the entire panel summoned for the rest of the term. [535, 1770, 725, 1845]
article-headline: HOD TAYLOR TO GO [332, 116, 473, 173]
paragraph: SOUTH OMAHA—Cattle—Receipts, 3,000; market steady. Hogs—Receipts, 11,000; market steady; heavy, 7.60@7.72½. Sheep—Receipts 4,000; market steady. [1191, 1600, 1427, 1636]
rule [80, 2284, 271, 2285]
paragraph: At 4:45 o'clock Deputy Sheriff Cook arrived with a fraction of the posse and advanced up the road towards Gerrels' home. Tracy stood in the rear of the premises and overheard a conversation between one of the women inmates of the house and two young men from Renton, and then the convict plunged into the brush and was lost to view. When Tracy disappeared from the Gerrel's home, the bloodhounds were hastily brought up from the rear and turned loose on the hot scent. Both dogs struck the trail down the stream, following it for a quarter of a mile and crossing the track only to double back and swim the river. [762, 321, 952, 513]
paragraph: MINNEAPOLIS—Wheat—July, 74½c; September, 69½c; December, 67¼@67⅜c; No. 1 hard, 76¼c; No. 1 Northern, 75¼c; No. 2 Northern, 73¼c. [1191, 1424, 1427, 1461]
market-head: LATEST MARKET REPORTS. [1234, 689, 1384, 701]
paragraph: HOGS—Receipts, 6 cars; market steady; bulk, 7.20@7.85; mixed and butchers, 7.60@7.85; good heavy, 7.80@8.00; rough heavy, 7.00@7.50; light, 7.50@7.80; pigs, 7.00@7.40. [1191, 1061, 1427, 1110]
rule [308, 481, 498, 482]
column-1 [77, 114, 274, 2531]
article [535, 1553, 725, 2001]
article-deck: Jessie Morrison, Convicted of Murder, is Sentenced. [555, 177, 706, 205]
article [535, 2262, 725, 2523]
rule [308, 2535, 498, 2536]
paragraph: MILWAUKEE—Eggs—Market firm; receipts 2,466 cases, fresh cases returned, 17c; seconds, 10@12c. Receipts were 554 cases. [1191, 740, 1427, 777]
article-subhead: NEW TRIAL OVERRULED [581, 214, 679, 253]
article [989, 1557, 1180, 1818]
column-rule [728, 111, 729, 2023]
section-subhead: Posse in Close Pursuit. [800, 751, 915, 764]
article-headline: S. W. DORSEY MARRIES. [555, 2006, 706, 2062]
section-subhead: Developments Summarized. [105, 814, 246, 827]
paragraph: Assistant Cashier Alexander of the National Bank of Commerce, which shipped $200,000 in currency to St. Louis, attributed the early call for money to the demand in many Western states for funds to finance large enterprises, and to the easy time in New York exchange rates, which have recently gone from 50 cents a thousand premium to 40 cents discount. [535, 1435, 725, 1536]
rule [385, 1528, 421, 1529]
article [308, 1421, 498, 1826]
article [308, 2008, 498, 2334]
article [308, 2341, 498, 2536]
paragraph: SHEEP—Receipts 100; choice heavy, 4.00@4.50; lambs, 4.00@5.00; spring lambs, 4.50@6.00. [1191, 1194, 1427, 1217]
paragraph: —Governor Yates has granted Michael McCaffery, convicted of murder, the board of pardons and paroles, with Herman Elekendorf and Michael O'Hara unrecommended by the court. [1191, 449, 1427, 499]
paragraph: "We have the largest amount of currency on hand that we have ever held," said Cashier Kilborn of the National City Bank, "and it was just in anticipation of this demand that I planned for the large holding. Our people here laughed at me, but I felt sure there would be an early and large demand from the West. Chicago has been loaning money to New York, and now, as the season of crop movement approaches, she is preparing for large necessities. Instead of renewing loans she is calling for repayment. That is the whole story." [535, 1278, 725, 1431]
masthead-rule [77, 104, 1422, 108]
article [80, 1551, 271, 1762]
rule [1067, 1035, 1103, 1036]
column-rule [1183, 111, 1184, 2023]
rule [158, 310, 194, 311]
article-deck: Large Sums Shipped from New York to Chicago, St. Louis and Other Points. [536, 1043, 723, 1086]
article-headline: TO SEIZE SUPPLIES. [1028, 116, 1142, 173]
paragraph: —John Formanhola, 14 years old, was bitten by a dog in front of his home. He died of hydrophobia at the county hospital. [1191, 244, 1427, 280]
rule [535, 2253, 725, 2255]
paragraph: As the railroads all along have insisted that any settlement must be made with their own men alone, it is thought that all the other conferences on now will terminate as have the ones mentioned. [80, 590, 271, 653]
